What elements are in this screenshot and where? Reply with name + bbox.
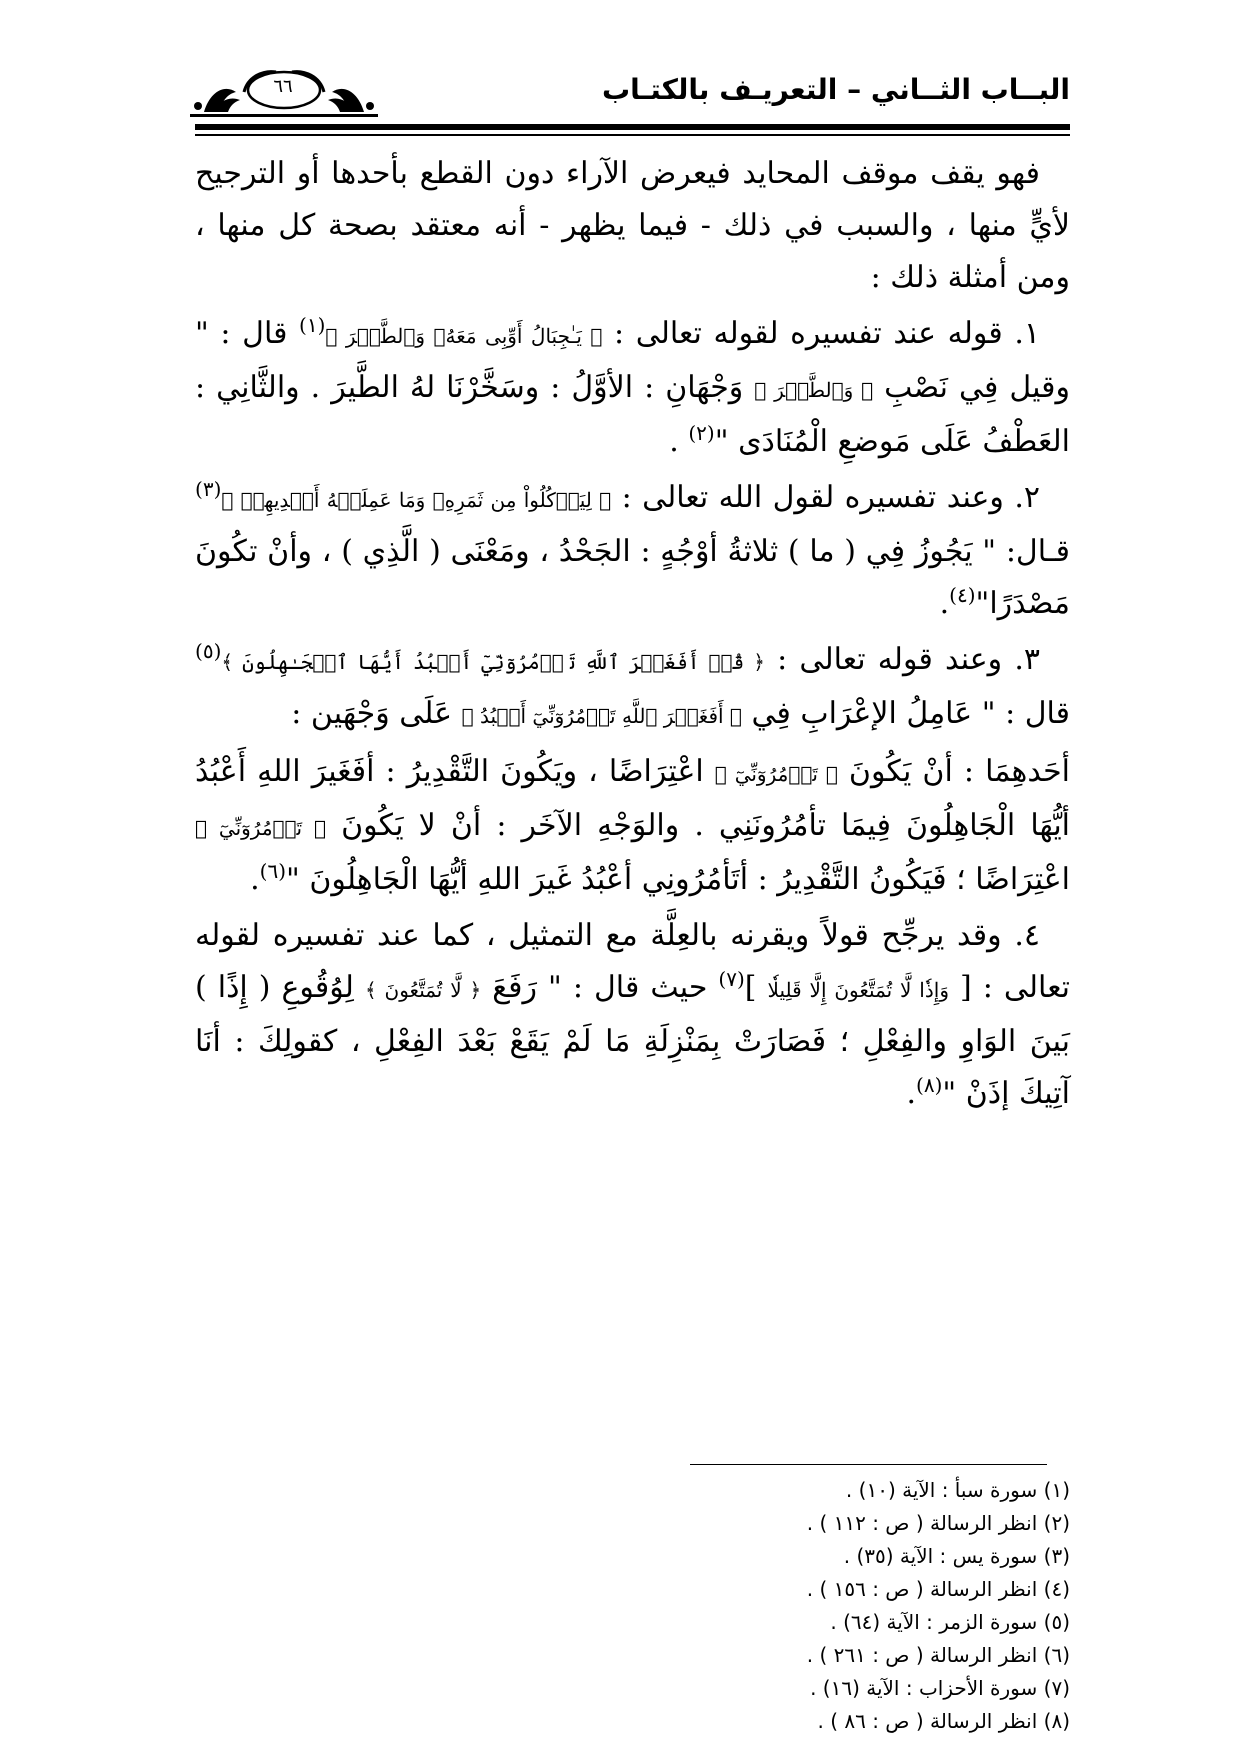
footnote-8: (٨) انظر الرسالة ( ص : ٨٦ ) . (817, 1709, 1070, 1733)
text: قـال: " يَجُوزُ فِي ( ما ) ثلاثةُ أوْجُهٍ : الجَحْدُ ، ومَعْنَى ( الَّذِي ) ، وأنْ تكُونَ مَصْدَرًا" (195, 534, 1070, 621)
paragraph-intro: فهو يقف موقف المحايد فيعرض الآراء دون القطع بأحدها أو الترجيح لأيٍّ منها ، والسبب في ذلك - فيما يظهر - أنه معتقد بصحة كل منها ، ومن أمثلة ذلك : (195, 156, 1070, 295)
text: . (939, 586, 950, 621)
footnote-5: (٥) سورة الزمر : الآية (٦٤) . (830, 1610, 1070, 1634)
quran-quote: ﴿ وَٱلطَّيۡرَ ﴾ (754, 378, 874, 402)
footnote-ref: (٢) (688, 421, 715, 445)
text: قال : " وقيل فِي نَصْبِ (195, 316, 1070, 405)
paragraph-example-3 (195, 634, 1070, 742)
text: اعْتِرَاضًا ، ويَكُونَ التَّقْدِيرُ : أفَغَيرَ اللهِ أَعْبُدُ أيُّهَا الْجَاهِلُونَ فِيمَا تأمُرُونَنِي . والوَجْهِ الآخَر : أنْ لا يَكُونَ (195, 754, 1070, 843)
text: . (669, 424, 689, 459)
running-head: البــاب الثــاني – التعريـف بالكتـاب (601, 73, 1070, 106)
text: . (250, 862, 260, 897)
paragraph-example-2 (195, 472, 1070, 630)
footnotes (807, 1474, 1070, 1738)
footnote-7: (٧) سورة الأحزاب : الآية (١٦) . (810, 1676, 1070, 1700)
text: أحَدهِمَا : أنْ يَكُونَ (837, 754, 1071, 789)
quran-quote: ﴿ يَـٰجِبَالُ أَوِّبِى مَعَهُۥ وَٱلطَّيۡرَ ﴾ (325, 324, 603, 348)
text: حيث قال : " رَفَعَ (481, 970, 719, 1005)
text: عَلَى وَجْهَين : (291, 696, 462, 731)
footnote-ref: (٥) (195, 639, 222, 663)
text: ] (744, 970, 768, 1005)
main-text (195, 148, 1070, 1124)
quran-quote: وَإِذٗا لَّا تُمَتَّعُونَ إِلَّا قَلِيلٗا (767, 978, 949, 1002)
quran-quote: ﴿ تَأۡمُرُوٓنِّيٓ ﴾ (195, 816, 327, 840)
quran-quote: ﴿ قُلۡ أَفَغَيۡرَ ٱللَّهِ تَأۡمُرُوٓنِّيٓ أَعۡبُدُ أَيُّهَا ٱلۡجَـٰهِلُونَ ﴾ (221, 650, 765, 674)
text: وَجْهَانِ : الأوَّلُ : وسَخَّرْنَا لهُ الطَّيرَ . والثَّانِي : العَطْفُ عَلَى مَوضعِ الْمُنَادَى " (195, 370, 1070, 459)
footnote-3: (٣) سورة يس : الآية (٣٥) . (843, 1544, 1070, 1568)
footnote-separator (690, 1464, 1047, 1465)
text: ٣. وعند قوله تعالى : (764, 642, 1040, 677)
footnote-ref: (٧) (718, 967, 745, 991)
footnote-ref: (٣) (195, 477, 222, 501)
header-rule-thick (195, 124, 1070, 130)
text: ٢. وعند تفسيره لقول الله تعالى : (611, 480, 1040, 515)
text: ١. قوله عند تفسيره لقوله تعالى : (602, 316, 1041, 351)
footnote-ref: (٨) (916, 1073, 943, 1097)
footnote-2: (٢) انظر الرسالة ( ص : ١١٢ ) . (806, 1511, 1070, 1535)
footnote-6: (٦) انظر الرسالة ( ص : ٢٦١ ) . (806, 1643, 1070, 1667)
paragraph-example-4 (195, 910, 1070, 1120)
paragraph-example-3-detail (195, 746, 1070, 906)
text: اعْتِرَاضًا ؛ فَيَكُونُ التَّقْدِيرُ : أتَأمُرُونِي أعْبُدُ غَيرَ اللهِ أيُّهَا الْجَاهِلُونَ " (286, 862, 1070, 897)
paragraph-example-1 (195, 308, 1070, 468)
footnote-ref: (٤) (949, 583, 976, 607)
page-number: ٦٦ (273, 76, 293, 97)
text: قال : " عَامِلُ الإعْرَابِ فِي (741, 696, 1070, 731)
text: ٤. وقد يرجِّح قولاً ويقرنه بالعِلَّة مع التمثيل ، كما عند تفسيره لقوله تعالى : [ (195, 918, 1071, 1005)
text: . (906, 1076, 916, 1111)
quran-quote: ﴿ لِيَأۡكُلُواْ مِن ثَمَرِهِۦ وَمَا عَمِلَتۡهُ أَيۡدِيهِمۡ ﴾ (221, 488, 612, 512)
footnote-ref: (٦) (259, 859, 286, 883)
quran-quote: ﴿ أَفَغَيۡرَ ٱللَّهِ تَأۡمُرُوٓنِّيٓ أَعۡبُدُ ﴾ (461, 704, 742, 728)
footnote-1: (١) سورة سبأ : الآية (١٠) . (845, 1478, 1070, 1502)
footnote-4: (٤) انظر الرسالة ( ص : ١٥٦ ) . (806, 1577, 1070, 1601)
header-rule-thin (195, 134, 1070, 136)
quran-quote: ﴿ تَأۡمُرُوٓنِّيٓ ﴾ (714, 762, 838, 786)
text: لِوُقُوعِ ( إِذًا ) بَينَ الوَاوِ والفِعْلِ ؛ فَصَارَتْ بِمَنْزِلَةِ مَا لَمْ يَقَعْ بَعْدَ الفِعْلِ ، كقولِكَ : أنَا آتِيكَ إذَنْ " (195, 970, 1070, 1111)
quran-quote: ﴿ لَّا تُمَتَّعُونَ ﴾ (364, 978, 482, 1002)
footnote-ref: (١) (299, 313, 326, 337)
